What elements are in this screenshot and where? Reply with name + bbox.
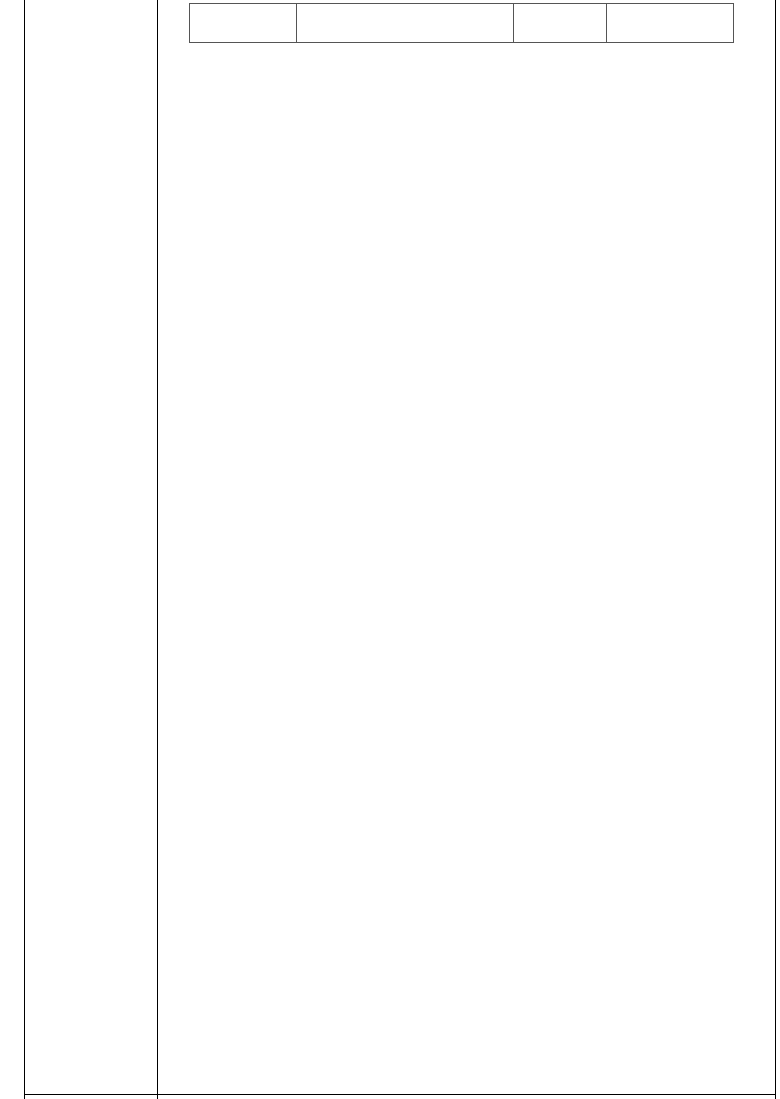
header-indicators <box>297 4 514 43</box>
outer-border-divider <box>157 0 158 1099</box>
outer-border-bottom <box>24 1094 776 1095</box>
header-domain <box>190 4 297 43</box>
header-behavior <box>607 4 734 43</box>
table-header-row <box>190 4 734 43</box>
indicator-table <box>189 3 734 43</box>
outer-border-left <box>24 0 25 1099</box>
outer-border-right <box>775 0 776 1099</box>
header-level <box>514 4 607 43</box>
